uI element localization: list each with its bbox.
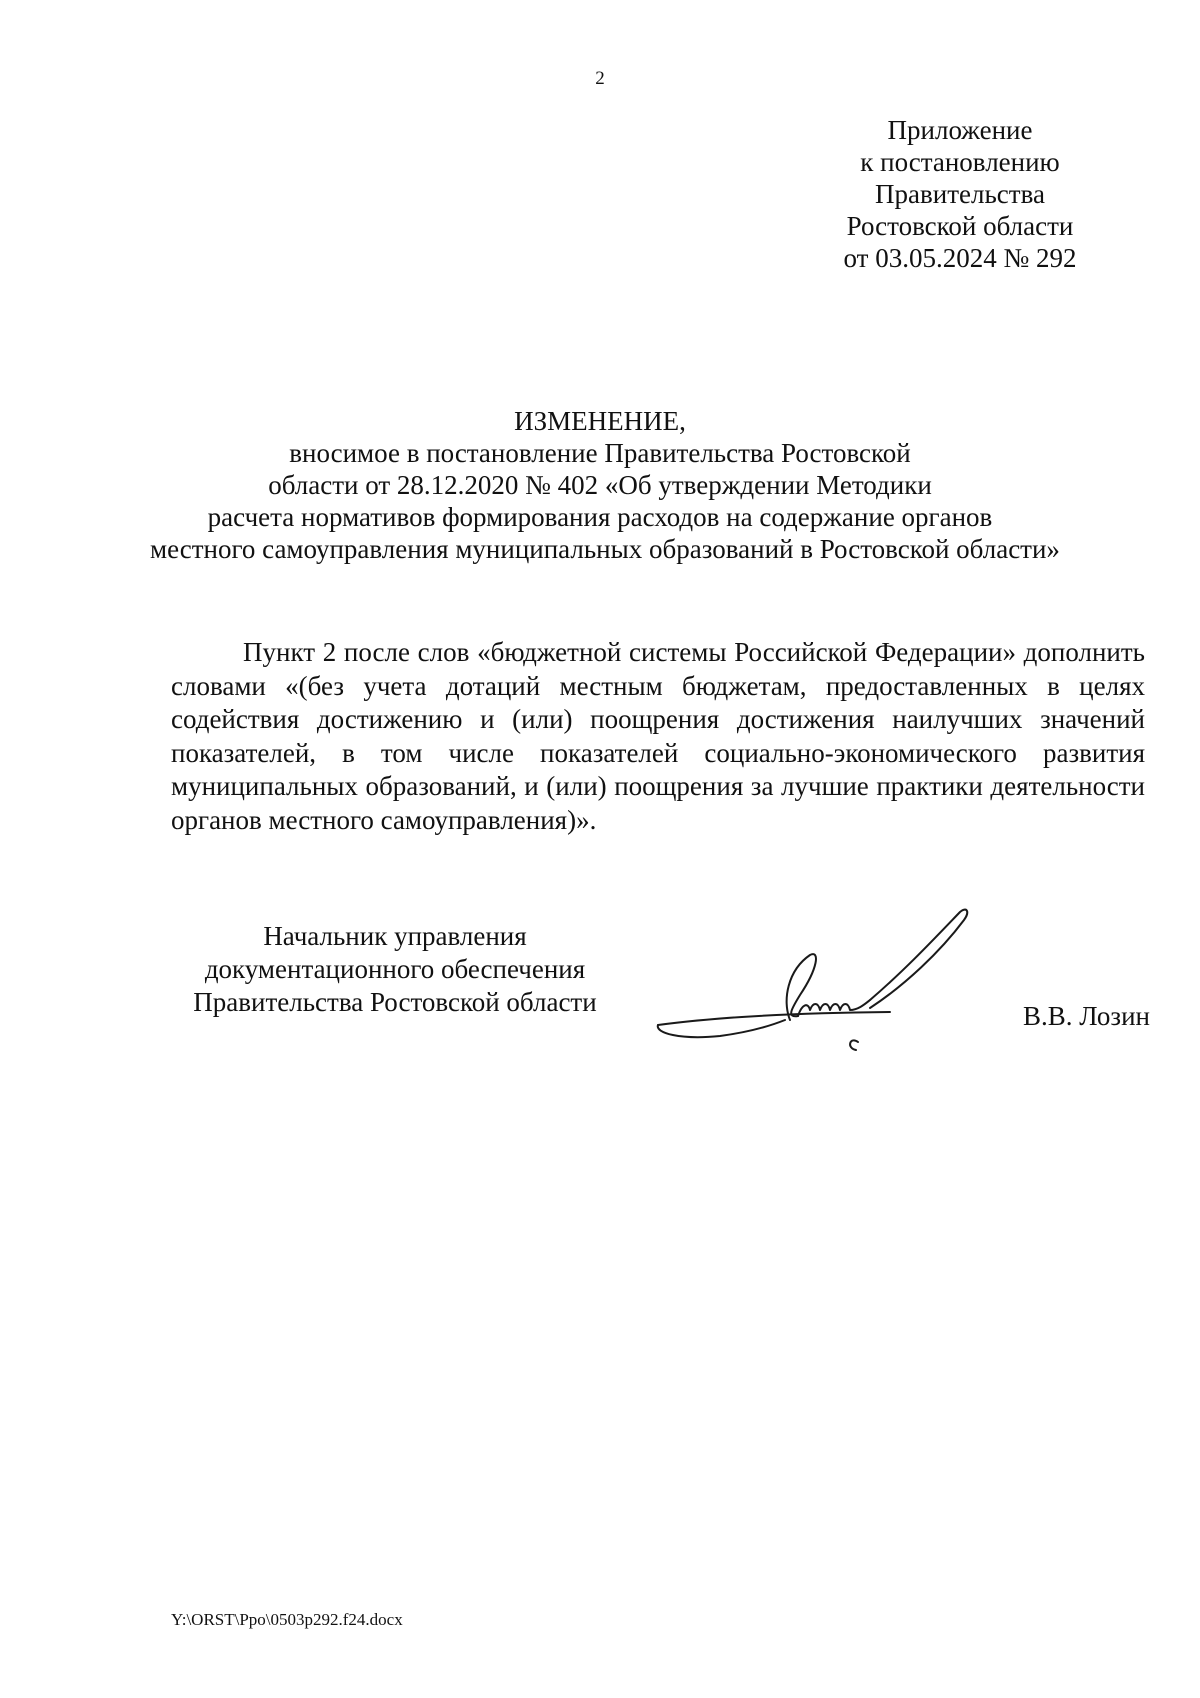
file-path: Y:\ORST\Ppo\0503p292.f24.docx xyxy=(171,1610,403,1629)
signer-position-line: документационного обеспечения xyxy=(204,954,586,984)
signer-position xyxy=(160,920,630,1019)
title-line: области от 28.12.2020 № 402 «Об утверждении Методики xyxy=(268,470,932,500)
title-line: вносимое в постановление Правительства Ростовской xyxy=(289,438,911,468)
handwritten-signature xyxy=(650,900,980,1070)
appendix-line: Приложение xyxy=(887,115,1033,145)
appendix-block xyxy=(820,114,1100,274)
appendix-line: Правительства xyxy=(875,179,1045,209)
title-line: расчета нормативов формирования расходов на содержание органов xyxy=(207,502,993,532)
document-title xyxy=(150,405,1060,565)
signer-position-line: Начальник управления xyxy=(263,921,527,951)
appendix-line: к постановлению xyxy=(860,147,1060,177)
title-heading: ИЗМЕНЕНИЕ, xyxy=(514,406,686,436)
appendix-line: Ростовской области xyxy=(846,211,1074,241)
signer-name: В.В. Лозин xyxy=(1023,1001,1150,1031)
page-number: 2 xyxy=(595,68,605,89)
body-paragraph: Пункт 2 после слов «бюджетной системы Российской Федерации» дополнить словами «(без учета дотаций местным бюджетам, предоставленных в целях содействия достижению и (или) поощрения достижения наилучших значений показателей, в том числе показателей социально-экономического развития муниципальных образований, и (или) поощрения за лучшие практики деятельности органов местного самоуправления)». xyxy=(171,637,1145,835)
signer-position-line: Правительства Ростовской области xyxy=(193,987,597,1017)
appendix-line: от 03.05.2024 № 292 xyxy=(843,243,1077,273)
title-line: местного самоуправления муниципальных образований в Ростовской области» xyxy=(150,534,1060,564)
